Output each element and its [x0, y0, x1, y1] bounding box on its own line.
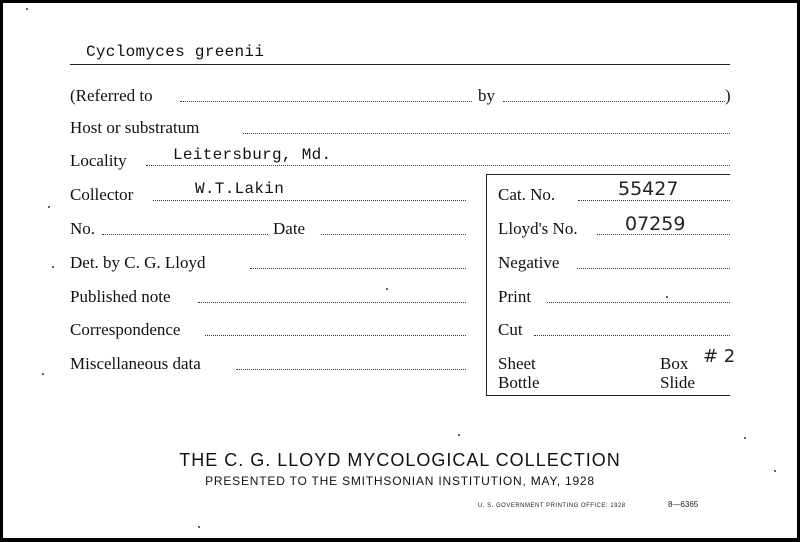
scan-edge-bottom — [0, 538, 800, 542]
locality-label: Locality — [70, 151, 127, 170]
box-top-border — [486, 174, 730, 175]
box-bottom-border — [486, 395, 730, 396]
scan-speck — [198, 526, 200, 528]
scan-speck — [52, 266, 54, 268]
det-by-label: Det. by C. G. Lloyd — [70, 253, 206, 272]
box-left-border — [486, 174, 487, 396]
print-label: Print — [498, 287, 532, 306]
sheet-label: Sheet — [498, 354, 536, 373]
scan-speck — [26, 8, 28, 10]
lloyds-no-value: 07259 — [625, 213, 686, 235]
host-label: Host or substratum — [70, 118, 200, 137]
host-field — [243, 133, 730, 134]
cat-no-label: Cat. No. — [498, 185, 556, 204]
collection-subtitle: PRESENTED TO THE SMITHSONIAN INSTITUTION, MAY, 1928 — [205, 474, 595, 488]
cut-field — [534, 335, 730, 336]
collection-title: THE C. G. LLOYD MYCOLOGICAL COLLECTION — [179, 450, 621, 470]
referred-to-label: (Referred to — [70, 86, 153, 105]
published-note-label: Published note — [70, 287, 171, 306]
locality-field — [146, 165, 730, 166]
no-label: No. — [70, 219, 96, 238]
published-note-field — [198, 302, 466, 303]
scan-speck — [458, 434, 460, 436]
scan-speck — [744, 437, 746, 439]
cat-no-field — [578, 200, 730, 201]
cut-label: Cut — [498, 320, 523, 339]
negative-label: Negative — [498, 253, 560, 272]
scan-speck — [386, 288, 388, 290]
bottle-label: Bottle — [498, 373, 540, 392]
scan-speck — [48, 206, 50, 208]
date-label: Date — [273, 219, 306, 238]
by-field — [503, 101, 725, 102]
by-label: by — [478, 86, 495, 105]
date-field — [321, 234, 466, 235]
lloyds-no-label: Lloyd's No. — [498, 219, 578, 238]
scan-speck — [42, 373, 44, 375]
correspondence-label: Correspondence — [70, 320, 181, 339]
species-line — [70, 64, 730, 65]
close-paren: ) — [725, 86, 731, 105]
miscellaneous-data-label: Miscellaneous data — [70, 354, 201, 373]
scan-speck — [774, 470, 776, 472]
form-code: 8—6365 — [668, 500, 699, 509]
collector-field — [153, 200, 466, 201]
scan-speck — [666, 296, 668, 298]
no-field — [102, 234, 268, 235]
cat-no-value: 55427 — [618, 178, 679, 200]
locality-value: Leitersburg, Md. — [173, 146, 332, 164]
correspondence-field — [205, 335, 466, 336]
box-label: Box — [660, 354, 689, 373]
scan-edge-top — [0, 0, 800, 3]
box-value: # 2 — [703, 346, 736, 367]
species-name: Cyclomyces greenii — [86, 43, 265, 61]
slide-label: Slide — [660, 373, 695, 392]
collector-value: W.T.Lakin — [195, 180, 285, 198]
printing-office-imprint: U. S. GOVERNMENT PRINTING OFFICE: 1928 — [478, 503, 626, 509]
miscellaneous-data-field — [236, 369, 466, 370]
referred-to-field — [180, 101, 472, 102]
det-by-field — [250, 268, 466, 269]
negative-field — [577, 268, 730, 269]
print-field — [547, 302, 730, 303]
collector-label: Collector — [70, 185, 134, 204]
